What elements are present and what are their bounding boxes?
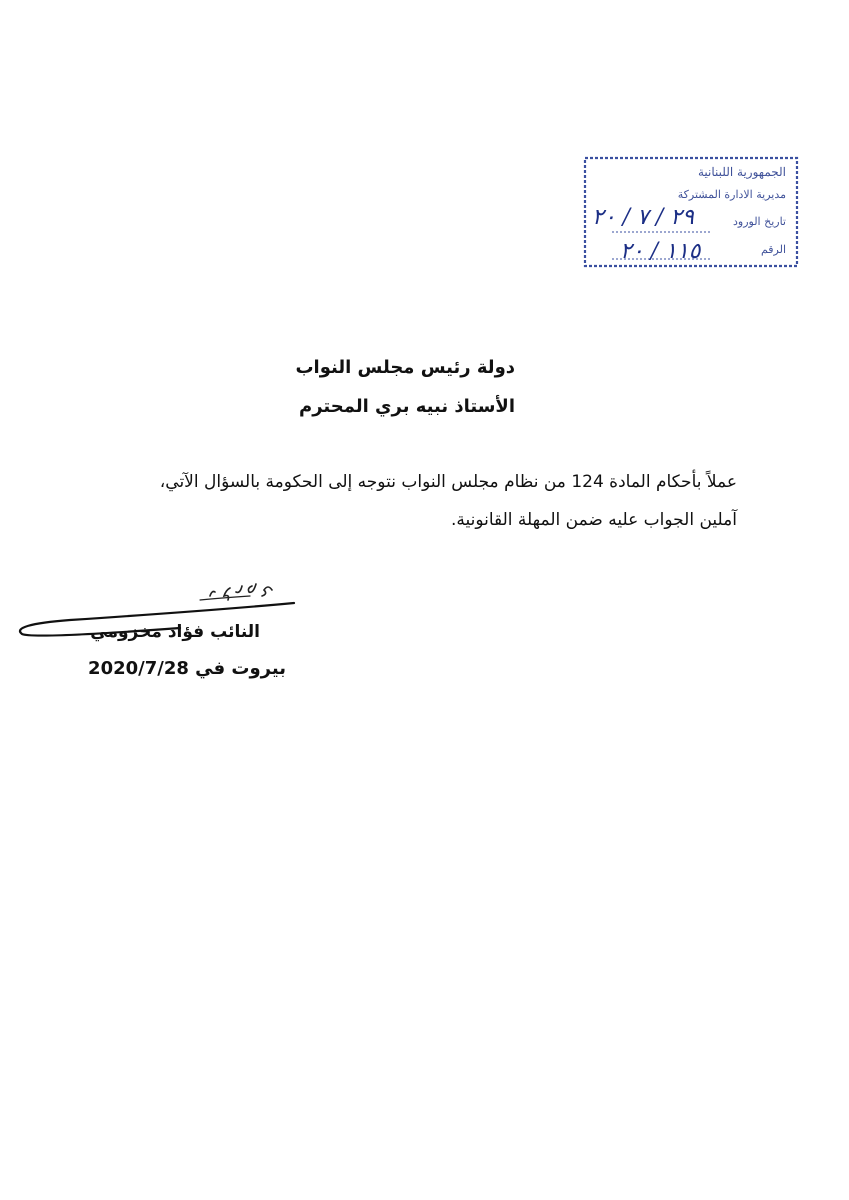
- stamp-date-label: تاريخ الورود: [733, 215, 786, 228]
- stamp-title: الجمهورية اللبنانية: [697, 165, 786, 179]
- place-and-date: بيروت في 2020/7/28: [88, 658, 286, 679]
- stamp-number-handwritten: ١١٥ / ٢٠: [620, 239, 701, 264]
- received-stamp: [582, 155, 800, 270]
- stamp-department: مديرية الادارة المشتركة: [677, 188, 786, 201]
- stamp-number-label: الرقم: [760, 243, 786, 256]
- letter-body: [97, 463, 737, 539]
- body-line-2: آملين الجواب عليه ضمن المهلة القانونية.: [450, 510, 737, 530]
- body-line-1: عملاً بأحكام المادة 124 من نظام مجلس النواب نتوجه إلى الحكومة بالسؤال الآتي،: [159, 472, 737, 492]
- signatory-name: النائب فؤاد مخزومي: [90, 622, 260, 642]
- addressee-title: دولة رئيس مجلس النواب: [295, 357, 515, 378]
- addressee-name: الأستاذ نبيه بري المحترم: [299, 396, 515, 417]
- stamp-date-handwritten: ٢٩ / ٧ / ٢٠: [592, 205, 694, 230]
